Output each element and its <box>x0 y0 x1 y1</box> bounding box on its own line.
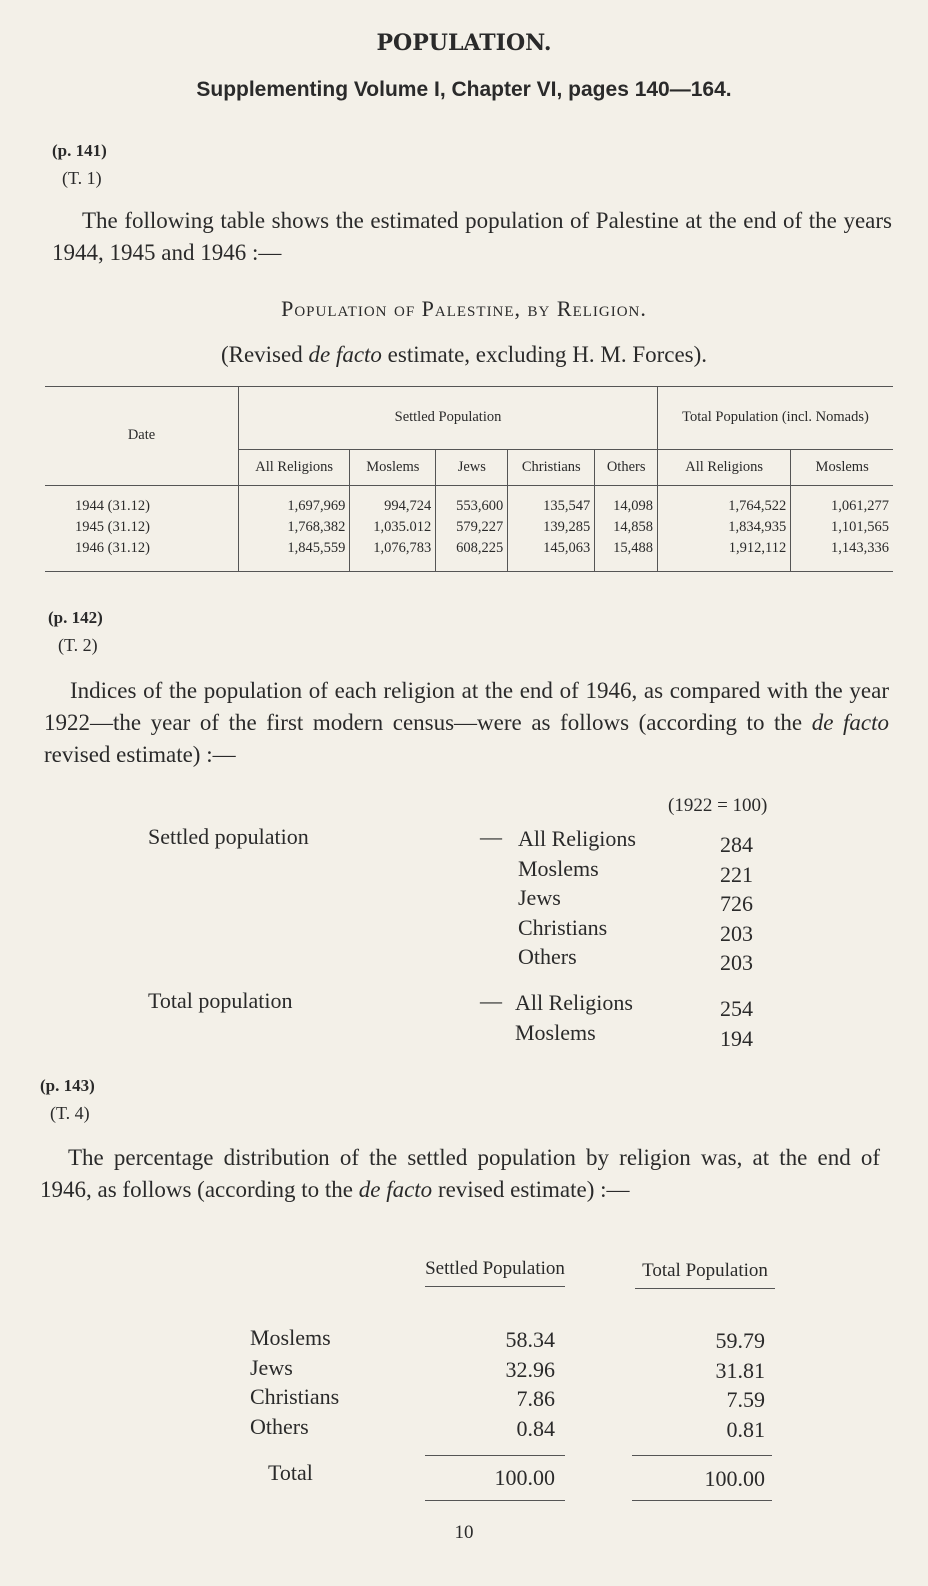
table-note <box>0 342 928 368</box>
index-value: 194 <box>720 1025 753 1051</box>
index-label: Christians <box>518 914 608 940</box>
page-ref: (p. 143) <box>40 1076 95 1095</box>
cell-value: 139,285 <box>508 517 595 538</box>
total-percent: 59.79 <box>715 1328 765 1353</box>
column-header: Moslems <box>791 449 893 485</box>
cell-value: 1,061,277 <box>791 485 893 517</box>
total-percent: 31.81 <box>715 1357 765 1383</box>
cell-value: 1,143,336 <box>791 538 893 571</box>
cell-value: 994,724 <box>350 485 436 517</box>
note-text: estimate, excluding H. M. Forces). <box>381 342 708 367</box>
religion-label: Others <box>250 1413 309 1439</box>
note-text: (Revised <box>220 342 309 367</box>
column-header: Christians <box>508 449 595 485</box>
settled-total: 100.00 <box>494 1465 555 1490</box>
divider <box>425 1500 565 1501</box>
note-em: de facto <box>308 342 382 367</box>
index-value: 203 <box>720 920 753 946</box>
dash: — <box>480 988 502 1013</box>
table-ref: (T. 4) <box>50 1103 90 1123</box>
header-date: Date <box>45 387 239 485</box>
index-value: 726 <box>720 891 753 916</box>
page-number: 10 <box>454 1522 474 1543</box>
index-value: 254 <box>720 996 753 1021</box>
index-label: Moslems <box>515 1019 596 1045</box>
col-total: Total Population <box>635 1260 775 1289</box>
settled-percent: 0.84 <box>516 1415 555 1441</box>
table-ref: (T. 1) <box>62 168 102 188</box>
page-ref <box>52 140 107 161</box>
cell-value: 1,845,559 <box>239 538 350 571</box>
page-title: POPULATION. <box>376 30 552 56</box>
total-percent: 7.59 <box>726 1387 765 1412</box>
table-ref: (T. 2) <box>58 635 98 655</box>
cell-date: 1944 (31.12) <box>75 497 150 514</box>
cell-value: 15,488 <box>595 538 658 571</box>
column-header: All Religions <box>239 449 350 485</box>
table-title: Population of Palestine, by Religion. <box>281 296 647 321</box>
population-table <box>45 386 893 572</box>
indices-paragraph <box>44 675 889 771</box>
page-ref-text: (p. 141) <box>52 141 107 160</box>
settled-percent: 32.96 <box>505 1356 555 1382</box>
settled-percent: 58.34 <box>505 1327 555 1352</box>
para-text: The percentage distribution of the settled population by religion was, at the end of 1946, as follows (according to the <box>40 1145 880 1202</box>
total-total: 100.00 <box>704 1466 765 1491</box>
column-header: All Religions <box>658 449 791 485</box>
header-total: Total Population (incl. Nomads) <box>658 387 894 449</box>
divider <box>632 1500 772 1501</box>
page-subtitle: Supplementing Volume I, Chapter VI, pages 140—164. <box>196 78 732 101</box>
cell-value: 1,076,783 <box>350 538 436 571</box>
cell-value: 553,600 <box>436 485 508 517</box>
dash: — <box>480 824 502 849</box>
cell-value: 1,101,565 <box>791 517 893 538</box>
cell-value: 14,858 <box>595 517 658 538</box>
total-label: Total population <box>148 988 293 1013</box>
para-text: revised estimate) :— <box>432 1177 630 1202</box>
percentage-paragraph <box>40 1142 880 1206</box>
column-header: Moslems <box>350 449 436 485</box>
col-settled: Settled Population <box>425 1258 565 1287</box>
page-ref: (p. 142) <box>48 608 103 627</box>
cell-value: 1,697,969 <box>239 485 350 517</box>
para-em: de facto <box>811 710 889 735</box>
settled-label: Settled population <box>148 824 309 849</box>
cell-date: 1946 (31.12) <box>75 539 150 556</box>
index-value: 203 <box>720 950 753 975</box>
index-label: Moslems <box>518 855 599 881</box>
index-base: (1922 = 100) <box>668 795 768 816</box>
column-header: Jews <box>436 449 508 485</box>
cell-value: 145,063 <box>508 538 595 571</box>
intro-paragraph: The following table shows the estimated population of Palestine at the end of the years 1944, 1945 and 1946 :— <box>52 208 892 265</box>
index-value: 284 <box>720 832 753 857</box>
settled-percent: 7.86 <box>516 1386 555 1411</box>
divider <box>425 1455 565 1456</box>
index-value: 221 <box>720 861 753 887</box>
cell-value: 135,547 <box>508 485 595 517</box>
para-text: revised estimate) :— <box>44 742 236 767</box>
cell-value: 14,098 <box>595 485 658 517</box>
religion-label: Jews <box>250 1354 293 1380</box>
cell-value: 1,768,382 <box>239 517 350 538</box>
cell-value: 608,225 <box>436 538 508 571</box>
index-label: All Religions <box>518 826 636 851</box>
para-em: de facto <box>358 1177 433 1202</box>
cell-value: 579,227 <box>436 517 508 538</box>
header-settled: Settled Population <box>239 387 658 449</box>
divider <box>632 1455 772 1456</box>
cell-value: 1,912,112 <box>658 538 791 571</box>
religion-label: Christians <box>250 1384 340 1409</box>
index-label: Others <box>518 944 577 969</box>
column-header: Others <box>595 449 658 485</box>
table-row <box>45 485 893 517</box>
religion-label: Moslems <box>250 1325 331 1350</box>
cell-value: 1,764,522 <box>658 485 791 517</box>
table-row <box>45 538 893 571</box>
para-text: Indices of the population of each religion at the end of 1946, as compared with the year 1922—the year of the first modern census—were as follows (according to the <box>44 678 889 735</box>
table-row <box>45 517 893 538</box>
cell-date: 1945 (31.12) <box>75 518 150 535</box>
index-label: All Religions <box>515 990 633 1015</box>
cell-value: 1,834,935 <box>658 517 791 538</box>
cell-value: 1,035.012 <box>350 517 436 538</box>
index-label: Jews <box>518 885 561 910</box>
total-label: Total <box>268 1460 313 1485</box>
total-percent: 0.81 <box>726 1416 765 1442</box>
